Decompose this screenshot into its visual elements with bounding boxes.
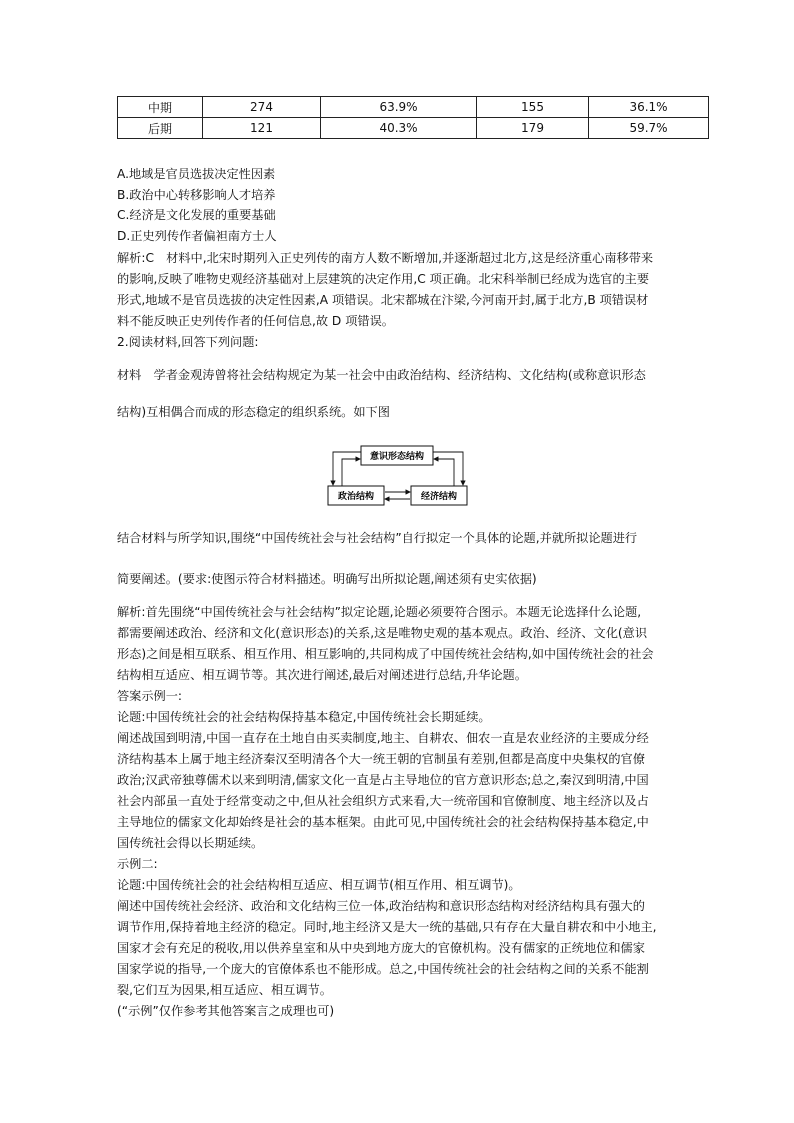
- table-cell: 40.3%: [321, 118, 477, 139]
- economic-structure-label: 经济结构: [420, 492, 458, 502]
- analysis-line: 解析:C 材料中,北宋时期列入正史列传的南方人数不断增加,并逐渐超过北方,这是经济重心南移带来: [117, 251, 654, 265]
- example-heading: 答案示例一:: [117, 689, 183, 703]
- data-table: [117, 96, 709, 139]
- option-a: A.地域是官员选拔决定性因素: [117, 167, 276, 181]
- analysis-line: 的影响,反映了唯物史观经济基础对上层建筑的决定作用,C 项正确。北宋科举制已经成为选官的主要: [117, 272, 650, 286]
- example-text: 阐述战国到明清,中国一直存在土地自由买卖制度,地主、自耕农、佃农一直是农业经济的主要成分经: [117, 731, 649, 745]
- question-text: 简要阐述。(要求:使图示符合材料描述。明确写出所拟论题,阐述须有史实依据): [117, 572, 537, 586]
- table-cell: 179: [477, 118, 589, 139]
- answer-note: (“示例”仅作参考其他答案言之成理也可): [117, 1004, 335, 1018]
- analysis-line: 都需要阐述政治、经济和文化(意识形态)的关系,这是唯物史观的基本观点。政治、经济、文化(意识: [117, 626, 648, 640]
- example-text: 裂,它们互为因果,相互适应、相互调节。: [117, 983, 332, 997]
- example-thesis: 论题:中国传统社会的社会结构相互适应、相互调节(相互作用、相互调节)。: [117, 878, 521, 892]
- material-text: 材料 学者金观涛曾将社会结构规定为某一社会中由政治结构、经济结构、文化结构(或称意识形态: [117, 368, 646, 382]
- analysis-line: 料不能反映正史列传作者的任何信息,故 D 项错误。: [117, 314, 394, 328]
- example-text: 政治;汉武帝独尊儒术以来到明清,儒家文化一直是占主导地位的官方意识形态;总之,秦汉到明清,中国: [117, 773, 649, 787]
- table-cell: 274: [203, 97, 321, 118]
- analysis-line: 解析:首先围绕“中国传统社会与社会结构”拟定论题,论题必须要符合图示。本题无论选择什么论题,: [117, 605, 642, 619]
- example-text: 阐述中国传统社会经济、政治和文化结构三位一体,政治结构和意识形态结构对经济结构具有强大的: [117, 899, 645, 913]
- example-text: 主导地位的儒家文化却始终是社会的基本框架。由此可见,中国传统社会的社会结构保持基本稳定,中: [117, 815, 649, 829]
- social-structure-diagram: [327, 440, 469, 508]
- arrow-ideology-to-economy: [433, 452, 463, 485]
- option-b: B.政治中心转移影响人才培养: [117, 188, 276, 202]
- question-text: 结合材料与所学知识,围绕“中国传统社会与社会结构”自行拟定一个具体的论题,并就所拟论题进行: [117, 531, 638, 545]
- example-text: 国家才会有充足的税收,用以供养皇室和从中央到地方庞大的官僚机构。没有儒家的正统地位和儒家: [117, 941, 645, 955]
- material-text: 结构)互相偶合而成的形态稳定的组织系统。如下图: [117, 405, 390, 419]
- table-row: [118, 118, 709, 139]
- option-d: D.正史列传作者偏袒南方士人: [117, 229, 277, 243]
- table-cell: 中期: [118, 97, 203, 118]
- table-cell: 121: [203, 118, 321, 139]
- ideology-structure-label: 意识形态结构: [369, 452, 425, 462]
- example-text: 济结构基本上属于地主经济秦汉至明清各个大一统王朝的官制虽有差别,但都是高度中央集权的官僚: [117, 752, 645, 766]
- example-text: 社会内部虽一直处于经常变动之中,但从社会组织方式来看,大一统帝国和官僚制度、地主经济以及占: [117, 794, 649, 808]
- table-cell: 155: [477, 97, 589, 118]
- table-row: [118, 97, 709, 118]
- table-cell: 63.9%: [321, 97, 477, 118]
- example-text: 调节作用,保持着地主经济的稳定。同时,地主经济又是大一统的基础,只有存在大量自耕农和中小地主,: [117, 920, 657, 934]
- analysis-line: 形态)之间是相互联系、相互作用、相互影响的,共同构成了中国传统社会结构,如中国传统社会的社会: [117, 647, 654, 661]
- example-thesis: 论题:中国传统社会的社会结构保持基本稳定,中国传统社会长期延续。: [117, 710, 491, 724]
- example-text: 国传统社会得以长期延续。: [117, 836, 264, 850]
- political-structure-label: 政治结构: [337, 492, 375, 502]
- example-text: 国家学说的指导,一个庞大的官僚体系也不能形成。总之,中国传统社会的社会结构之间的关系不能割: [117, 962, 649, 976]
- analysis-line: 形式,地域不是官员选拔的决定性因素,A 项错误。北宋都城在汴梁,今河南开封,属于北方,B 项错误材: [117, 293, 649, 307]
- arrow-ideology-to-politics: [333, 452, 361, 485]
- arrow-economy-to-ideology: [434, 459, 454, 486]
- table-cell: 后期: [118, 118, 203, 139]
- table-cell: 36.1%: [589, 97, 709, 118]
- example-heading: 示例二:: [117, 857, 158, 871]
- analysis-line: 结构相互适应、相互调节等。其次进行阐述,最后对阐述进行总结,升华论题。: [117, 668, 527, 682]
- question-title: 2.阅读材料,回答下列问题:: [117, 335, 259, 349]
- option-c: C.经济是文化发展的重要基础: [117, 208, 276, 222]
- table-cell: 59.7%: [589, 118, 709, 139]
- arrow-politics-to-ideology: [342, 459, 360, 486]
